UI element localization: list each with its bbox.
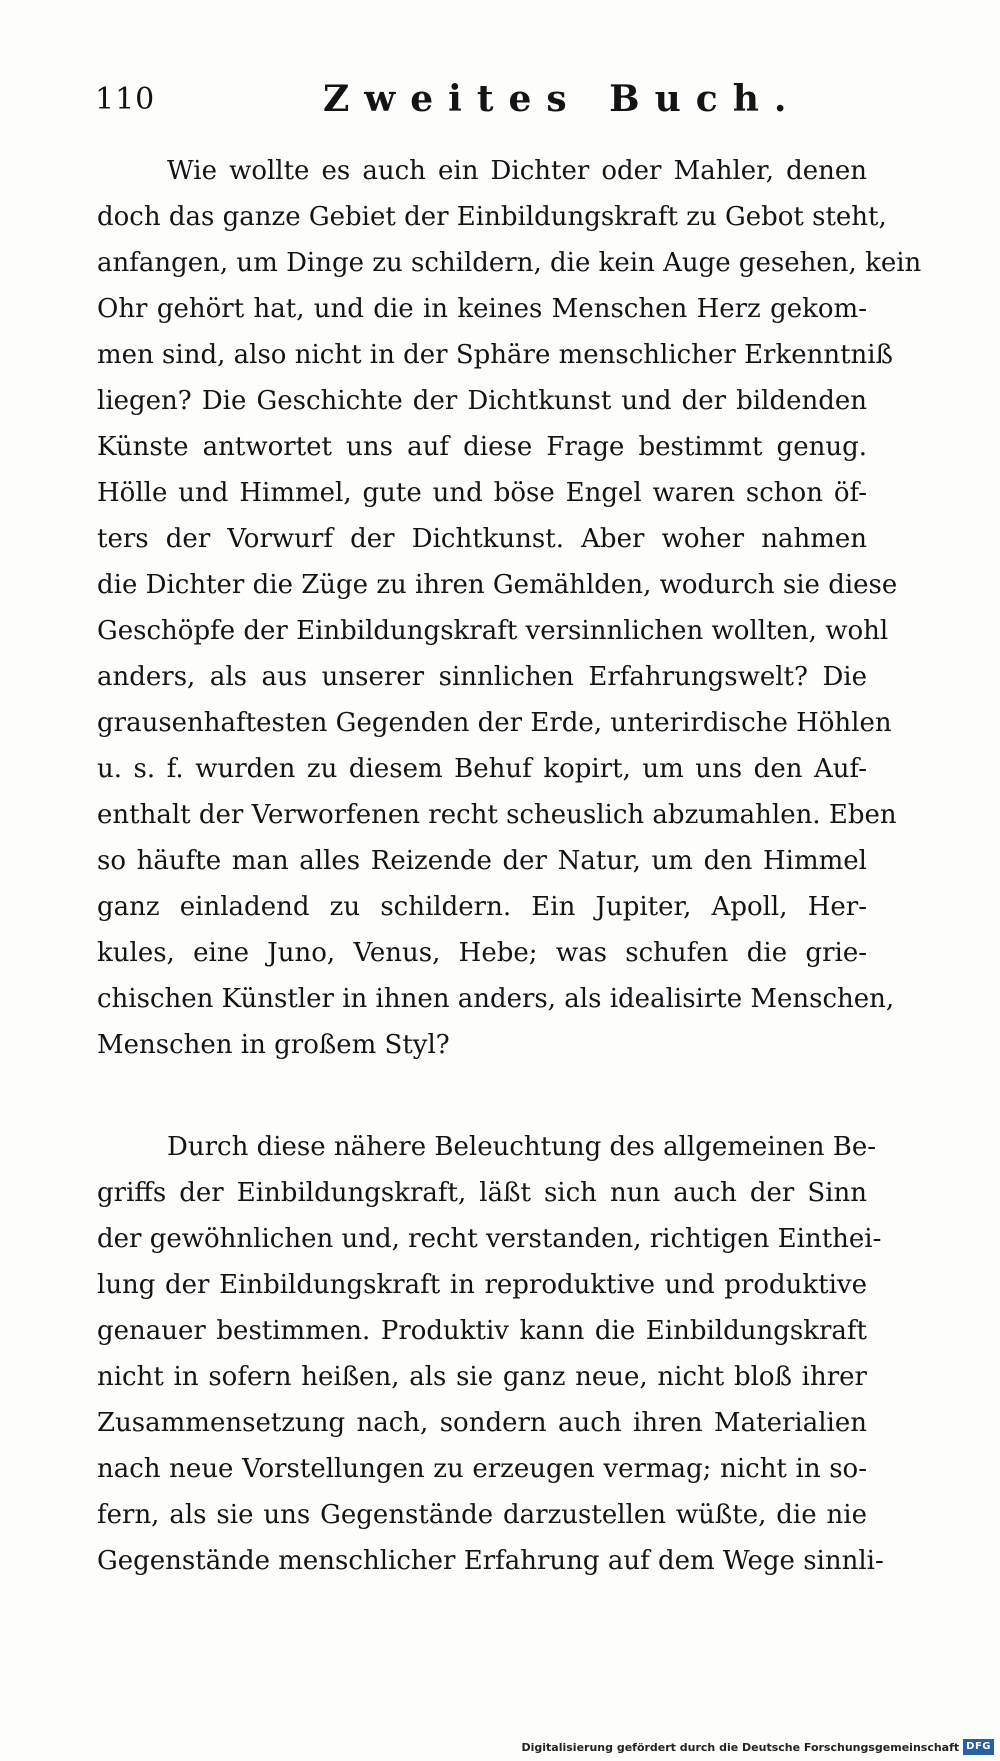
text-line: men sind, also nicht in der Sphäre menschlicher Erkenntniß xyxy=(97,340,893,370)
text-line: anders, als aus unserer sinnlichen Erfahrungswelt? Die xyxy=(97,662,867,692)
text-line: so häufte man alles Reizende der Natur, um den Himmel xyxy=(97,846,867,876)
text-line: nach neue Vorstellungen zu erzeugen vermag; nicht in so- xyxy=(97,1454,867,1484)
text-line: anfangen, um Dinge zu schildern, die kein Auge gesehen, kein xyxy=(97,248,922,278)
funding-footer xyxy=(521,1737,994,1757)
text-line: kules, eine Juno, Venus, Hebe; was schufen die grie- xyxy=(97,938,867,968)
text-line: enthalt der Verworfenen recht scheuslich abzumahlen. Eben xyxy=(97,800,897,830)
text-line: u. s. f. wurden zu diesem Behuf kopirt, um uns den Auf- xyxy=(97,754,867,784)
text-line: lung der Einbildungskraft in reproduktive und produktive xyxy=(97,1270,867,1300)
body-paragraph xyxy=(97,1124,884,1584)
text-line: Wie wollte es auch ein Dichter oder Mahler, denen xyxy=(167,156,867,186)
text-line: liegen? Die Geschichte der Dichtkunst und der bildenden xyxy=(97,386,867,416)
body-paragraph xyxy=(97,148,922,1068)
funding-notice: Digitalisierung gefördert durch die Deutsche Forschungsgemeinschaft xyxy=(521,1740,960,1754)
text-line: genauer bestimmen. Produktiv kann die Einbildungskraft xyxy=(97,1316,867,1346)
text-line: Ohr gehört hat, und die in keines Menschen Herz gekom- xyxy=(97,294,867,324)
text-line: ganz einladend zu schildern. Ein Jupiter, Apoll, Her- xyxy=(97,892,867,922)
running-head xyxy=(95,78,880,128)
text-line: ters der Vorwurf der Dichtkunst. Aber woher nahmen xyxy=(97,524,867,554)
text-line: Zusammensetzung nach, sondern auch ihren Materialien xyxy=(97,1408,867,1438)
text-line: chischen Künstler in ihnen anders, als idealisirte Menschen, xyxy=(97,984,895,1014)
text-line: Menschen in großem Styl? xyxy=(97,1030,450,1060)
dfg-logo: DFG xyxy=(963,1739,994,1755)
text-line: doch das ganze Gebiet der Einbildungskraft zu Gebot steht, xyxy=(97,202,887,232)
text-line: Geschöpfe der Einbildungskraft versinnlichen wollten, wohl xyxy=(97,616,889,646)
text-line: Hölle und Himmel, gute und böse Engel waren schon öf- xyxy=(97,478,867,508)
text-line: Gegenstände menschlicher Erfahrung auf dem Wege sinnli- xyxy=(97,1546,884,1576)
text-line: der gewöhnlichen und, recht verstanden, richtigen Einthei- xyxy=(97,1224,882,1254)
text-line: nicht in sofern heißen, als sie ganz neue, nicht bloß ihrer xyxy=(97,1362,867,1392)
text-line: fern, als sie uns Gegenstände darzustellen wüßte, die nie xyxy=(97,1500,867,1530)
running-title: Zweites Buch. xyxy=(323,78,802,120)
text-line: die Dichter die Züge zu ihren Gemählden, wodurch sie diese xyxy=(97,570,898,600)
text-line: grausenhaftesten Gegenden der Erde, unterirdische Höhlen xyxy=(97,708,892,738)
text-line: Künste antwortet uns auf diese Frage bestimmt genug. xyxy=(97,432,867,462)
page-number: 110 xyxy=(95,82,156,117)
text-line: griffs der Einbildungskraft, läßt sich nun auch der Sinn xyxy=(97,1178,867,1208)
text-line: Durch diese nähere Beleuchtung des allgemeinen Be- xyxy=(167,1132,877,1162)
